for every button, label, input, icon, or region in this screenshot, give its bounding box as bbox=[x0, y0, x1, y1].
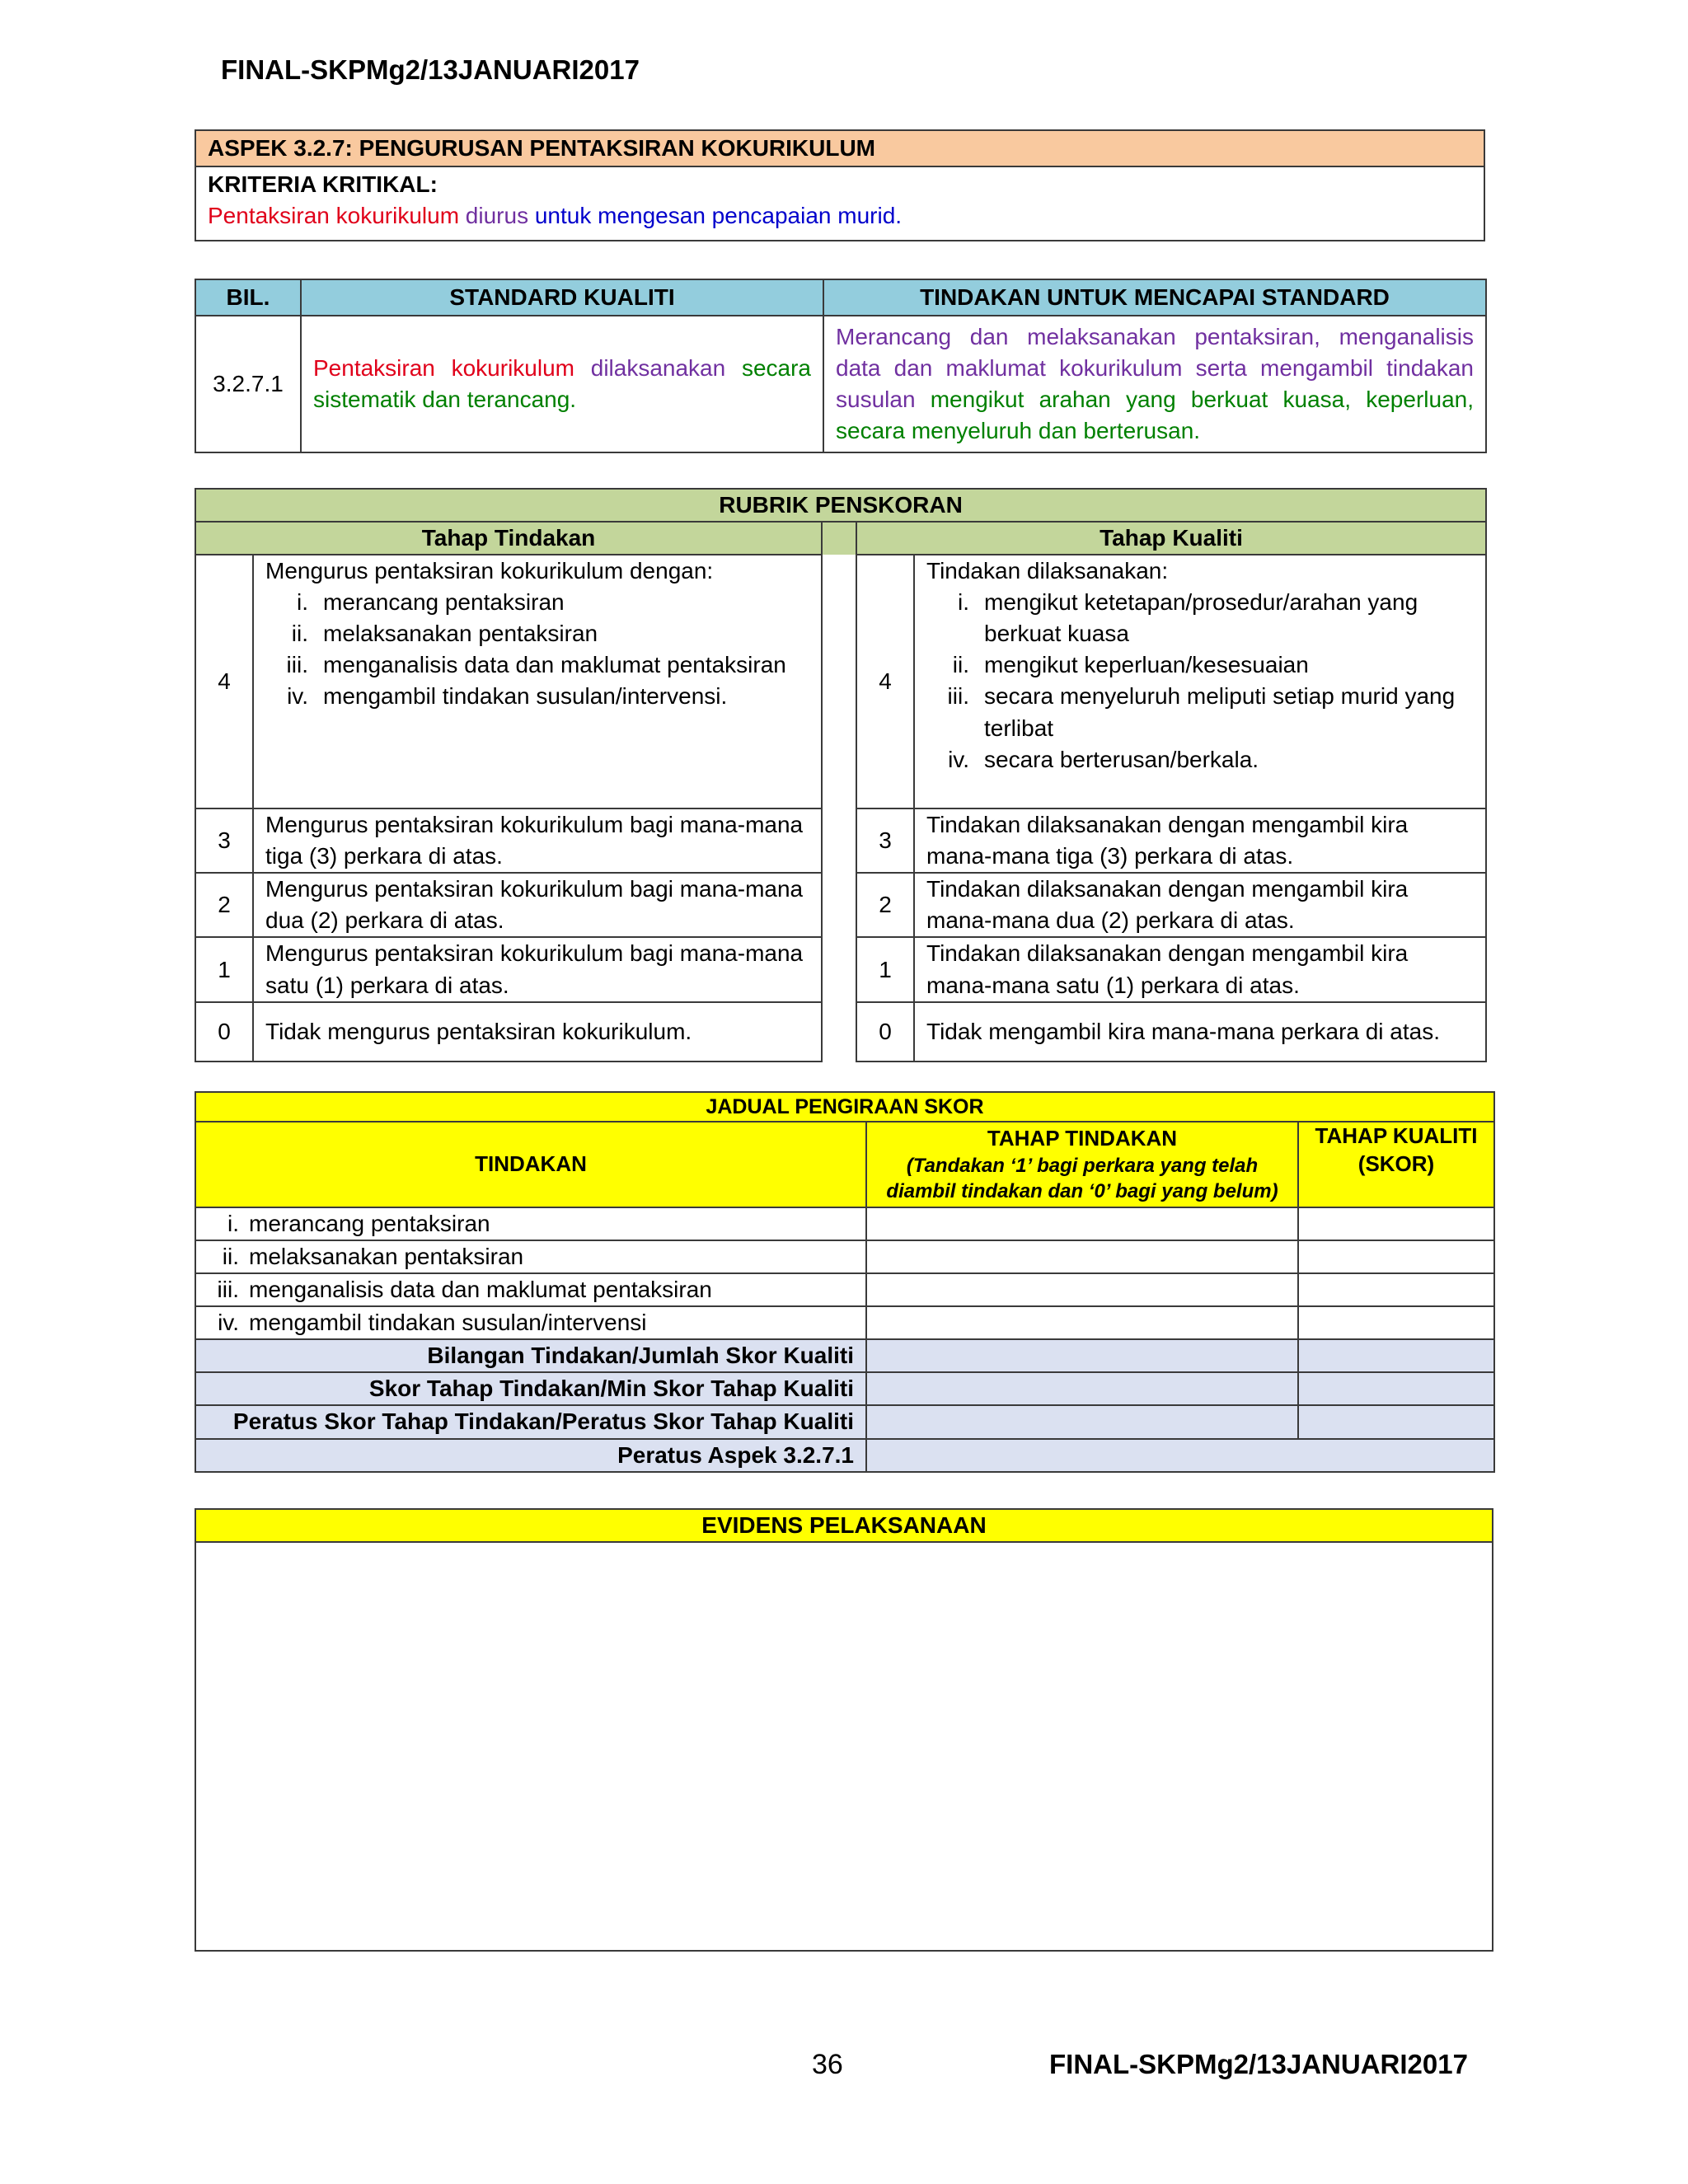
level4-left-intro: Mengurus pentaksiran kokurikulum dengan: bbox=[265, 558, 714, 584]
rubrik-right-header: Tahap Kualiti bbox=[856, 522, 1486, 555]
summary-skor: Skor Tahap Tindakan/Min Skor Tahap Kualiti bbox=[195, 1372, 866, 1405]
rubrik-score-2-left: 2 bbox=[195, 873, 253, 937]
rubrik-row-3-left: Mengurus pentaksiran kokurikulum bagi mana-mana tiga (3) perkara di atas. bbox=[253, 808, 822, 873]
standard-kualiti-text: Pentaksiran kokurikulum dilaksanakan secara sistematik dan terancang. bbox=[301, 316, 823, 452]
jadual-item-row: ii. melaksanakan pentaksiran bbox=[195, 1240, 866, 1273]
footer-doc-code: FINAL-SKPMg2/13JANUARI2017 bbox=[1049, 2049, 1468, 2079]
peratus-aspek-value[interactable] bbox=[866, 1439, 1494, 1472]
list-item: i. mengikut ketetapan/prosedur/arahan yang berkuat kuasa bbox=[958, 589, 1418, 647]
tahap-tindakan-input-2[interactable] bbox=[866, 1240, 1298, 1273]
rubrik-score-0-right: 0 bbox=[856, 1002, 914, 1062]
evidens-title: EVIDENS PELAKSANAAN bbox=[195, 1509, 1493, 1542]
jadual-pengiraan-skor bbox=[195, 1091, 1495, 1473]
rubrik-table bbox=[195, 488, 1487, 1062]
summary-bilangan-kualiti[interactable] bbox=[1298, 1339, 1494, 1372]
tahap-kualiti-input-3[interactable] bbox=[1298, 1273, 1494, 1306]
rubrik-left-header: Tahap Tindakan bbox=[195, 522, 822, 555]
kriteria-text: Pentaksiran kokurikulum diurus untuk mengesan pencapaian murid. bbox=[208, 203, 903, 229]
aspek-title: ASPEK 3.2.7: PENGURUSAN PENTAKSIRAN KOKURIKULUM bbox=[195, 130, 1484, 166]
rubrik-row-0-left: Tidak mengurus pentaksiran kokurikulum. bbox=[253, 1002, 822, 1062]
rubrik-score-4-left: 4 bbox=[195, 555, 253, 808]
jadual-col-tindakan: TINDAKAN bbox=[195, 1122, 866, 1207]
rubrik-score-0-left: 0 bbox=[195, 1002, 253, 1062]
tahap-tindakan-input-3[interactable] bbox=[866, 1273, 1298, 1306]
jadual-item-row: i. merancang pentaksiran bbox=[195, 1207, 866, 1240]
summary-bilangan-tindakan[interactable] bbox=[866, 1339, 1298, 1372]
level4-right-intro: Tindakan dilaksanakan: bbox=[926, 558, 1169, 584]
list-item: iii. menganalisis data dan maklumat pentaksiran bbox=[286, 652, 786, 678]
evidens-content-area[interactable] bbox=[195, 1542, 1493, 1951]
rubrik-score-1-right: 1 bbox=[856, 937, 914, 1001]
rubrik-score-1-left: 1 bbox=[195, 937, 253, 1001]
header-tindakan: TINDAKAN UNTUK MENCAPAI STANDARD bbox=[823, 279, 1486, 316]
rubrik-row-0-right: Tidak mengambil kira mana-mana perkara di atas. bbox=[914, 1002, 1486, 1062]
kriteria-label: KRITERIA KRITIKAL: bbox=[208, 171, 438, 198]
jadual-item-row: iii. menganalisis data dan maklumat pentaksiran bbox=[195, 1273, 866, 1306]
rubrik-title: RUBRIK PENSKORAN bbox=[195, 489, 1486, 522]
bil-value: 3.2.7.1 bbox=[195, 316, 301, 452]
rubrik-score-3-left: 3 bbox=[195, 808, 253, 873]
tahap-kualiti-input-1[interactable] bbox=[1298, 1207, 1494, 1240]
summary-skor-tindakan[interactable] bbox=[866, 1372, 1298, 1405]
standard-table bbox=[195, 279, 1487, 453]
tahap-kualiti-input-4[interactable] bbox=[1298, 1306, 1494, 1339]
rubrik-level4-right bbox=[914, 555, 1486, 808]
page-number: 36 bbox=[812, 2049, 843, 2080]
jadual-title: JADUAL PENGIRAAN SKOR bbox=[195, 1092, 1494, 1122]
rubrik-row-2-left: Mengurus pentaksiran kokurikulum bagi mana-mana dua (2) perkara di atas. bbox=[253, 873, 822, 937]
header-standard-kualiti: STANDARD KUALITI bbox=[301, 279, 823, 316]
jadual-item-row: iv. mengambil tindakan susulan/intervensi bbox=[195, 1306, 866, 1339]
rubrik-score-2-right: 2 bbox=[856, 873, 914, 937]
list-item: ii. mengikut keperluan/kesesuaian bbox=[952, 652, 1309, 678]
summary-skor-kualiti[interactable] bbox=[1298, 1372, 1494, 1405]
level4-left-list bbox=[265, 587, 809, 712]
rubrik-row-1-right: Tindakan dilaksanakan dengan mengambil kira mana-mana satu (1) perkara di atas. bbox=[914, 937, 1486, 1001]
rubrik-row-2-right: Tindakan dilaksanakan dengan mengambil kira mana-mana dua (2) perkara di atas. bbox=[914, 873, 1486, 937]
header-bil: BIL. bbox=[195, 279, 301, 316]
summary-peratus-kualiti[interactable] bbox=[1298, 1405, 1494, 1438]
list-item: iii. secara menyeluruh meliputi setiap murid yang terlibat bbox=[947, 683, 1456, 741]
summary-bilangan: Bilangan Tindakan/Jumlah Skor Kualiti bbox=[195, 1339, 866, 1372]
peratus-aspek-label: Peratus Aspek 3.2.7.1 bbox=[195, 1439, 866, 1472]
summary-peratus-tindakan[interactable] bbox=[866, 1405, 1298, 1438]
tindakan-text: Merancang dan melaksanakan pentaksiran, menganalisis data dan maklumat kokurikulum serta mengambil tindakan susulan mengikut arahan yang berkuat kuasa, keperluan, secara menyeluruh dan berterusan. bbox=[823, 316, 1486, 452]
rubrik-score-4-right: 4 bbox=[856, 555, 914, 808]
kriteria-cell bbox=[195, 166, 1484, 241]
rubrik-row-3-right: Tindakan dilaksanakan dengan mengambil kira mana-mana tiga (3) perkara di atas. bbox=[914, 808, 1486, 873]
document-header-code: FINAL-SKPMg2/13JANUARI2017 bbox=[221, 54, 640, 85]
summary-peratus: Peratus Skor Tahap Tindakan/Peratus Skor Tahap Kualiti bbox=[195, 1405, 866, 1438]
list-item: iv. mengambil tindakan susulan/intervensi. bbox=[287, 683, 728, 710]
tahap-kualiti-input-2[interactable] bbox=[1298, 1240, 1494, 1273]
list-item: i. merancang pentaksiran bbox=[297, 589, 565, 616]
level4-right-list bbox=[926, 587, 1474, 775]
evidens-table bbox=[195, 1508, 1493, 1952]
list-item: iv. secara berterusan/berkala. bbox=[948, 746, 1259, 772]
tahap-tindakan-input-1[interactable] bbox=[866, 1207, 1298, 1240]
tahap-tindakan-input-4[interactable] bbox=[866, 1306, 1298, 1339]
list-item: ii. melaksanakan pentaksiran bbox=[291, 621, 598, 647]
aspek-table bbox=[195, 129, 1485, 241]
jadual-col-tahap-tindakan: TAHAP TINDAKAN (Tandakan ‘1’ bagi perkara yang telah diambil tindakan dan ‘0’ bagi yang belum) bbox=[866, 1122, 1298, 1207]
jadual-col-tahap-kualiti: TAHAP KUALITI (SKOR) bbox=[1298, 1122, 1494, 1207]
rubrik-row-1-left: Mengurus pentaksiran kokurikulum bagi mana-mana satu (1) perkara di atas. bbox=[253, 937, 822, 1001]
rubrik-level4-left bbox=[253, 555, 822, 808]
rubrik-score-3-right: 3 bbox=[856, 808, 914, 873]
